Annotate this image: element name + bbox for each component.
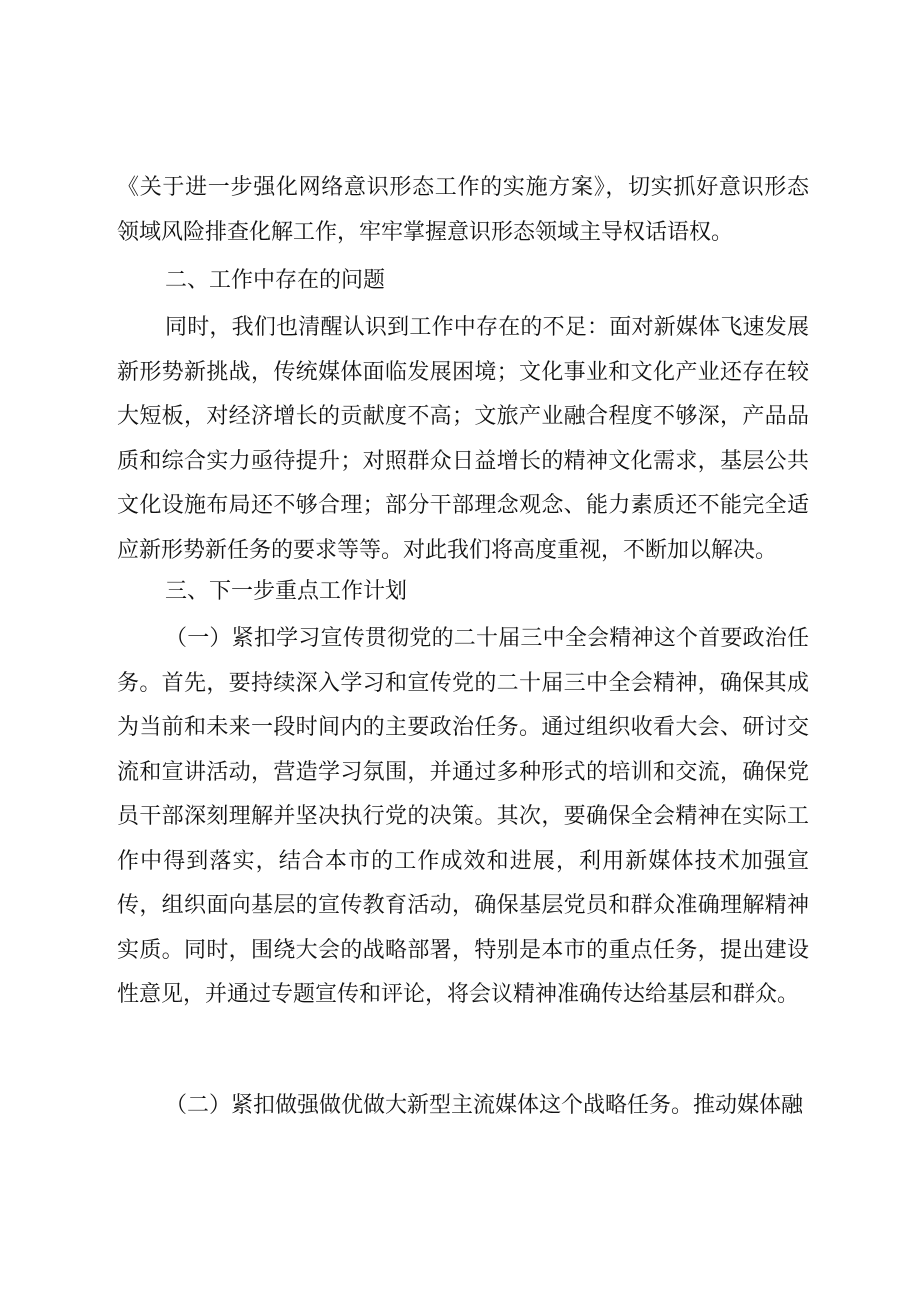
paragraph-problems: 同时，我们也清醒认识到工作中存在的不足：面对新媒体飞速发展新形势新挑战，传统媒体面临发展困境；文化事业和文化产业还存在较大短板，对经济增长的贡献度不高；文旅产业融合程度不够深，产品品质和综合实力亟待提升；对照群众日益增长的精神文化需求，基层公共文化设施布局还不够合理；部分干部理念观念、能力素质还不能完全适应新形势新任务的要求等等。对此我们将高度重视，不断加以解决。 [117,315,809,563]
paragraph-intro: 《关于进一步强化网络意识形态工作的实施方案》，切实抓好意识形态领域风险排查化解工作，牢牢掌握意识形态领域主导权话语权。 [117,175,809,245]
paragraph-plan-1: （一）紧扣学习宣传贯彻党的二十届三中全会精神这个首要政治任务。首先，要持续深入学习和宣传党的二十届三中全会精神，确保其成为当前和未来一段时间内的主要政治任务。通过组织收看大会、研讨交流和宣讲活动，营造学习氛围，并通过多种形式的培训和交流，确保党员干部深刻理解并坚决执行党的决策。其次，要确保全会精神在实际工作中得到落实，结合本市的工作成效和进展，利用新媒体技术加强宣传，组织面向基层的宣传教育活动，确保基层党员和群众准确理解精神实质。同时，围绕大会的战略部署，特别是本市的重点任务，提出建设性意见，并通过专题宣传和评论，将会议精神准确传达给基层和群众。 [117,626,809,1007]
section-heading-problems: 二、工作中存在的问题 [165,268,386,293]
section-heading-plan: 三、下一步重点工作计划 [165,579,408,604]
paragraph-plan-2: （二）紧扣做强做优做大新型主流媒体这个战略任务。推动媒体融 [165,1093,804,1118]
